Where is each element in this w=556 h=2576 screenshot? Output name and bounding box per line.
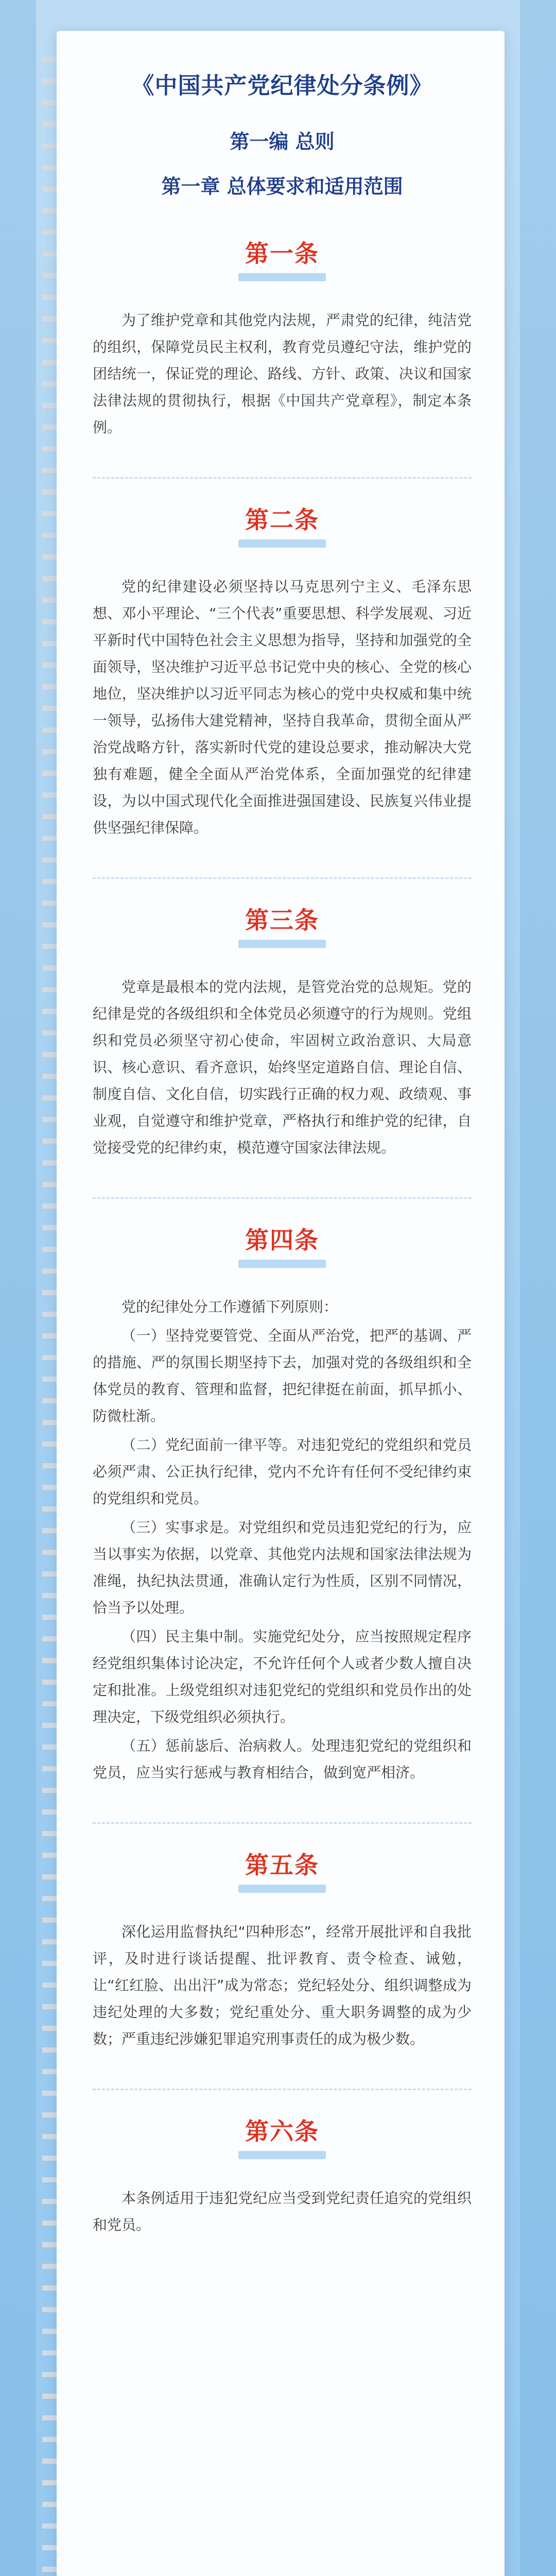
left-decor-strip — [0, 0, 36, 2576]
heading-highlight — [238, 1885, 326, 1893]
section-divider — [93, 1197, 472, 1199]
articles-list — [93, 235, 472, 2239]
article-section — [93, 501, 472, 841]
right-decor-strip — [520, 0, 556, 2576]
document-content — [57, 31, 505, 2261]
article-paragraph: （五）惩前毖后、治病救人。处理违犯党纪的党组织和党员，应当实行惩戒与教育相结合，做到宽严相济。 — [93, 1737, 472, 1781]
heading-highlight — [238, 273, 326, 281]
section-divider — [93, 477, 472, 479]
section-divider — [93, 1822, 472, 1824]
part-heading: 第一编 总则 — [230, 130, 335, 153]
article-heading — [93, 235, 472, 281]
article-paragraph: 党的纪律建设必须坚持以马克思列宁主义、毛泽东思想、邓小平理论、“三个代表”重要思想、科学发展观、习近平新时代中国特色社会主义思想为指导，坚持和加强党的全面领导，坚决维护习近平总书记党中央的核心、全党的核心地位，坚决维护以习近平同志为核心的党中央权威和集中统一领导，弘扬伟大建党精神，坚持自我革命，贯彻全面从严治党战略方针，落实新时代党的建设总要求，推动解决大党独有难题，健全全面从严治党体系，全面加强党的纪律建设，为以中国式现代化全面推进强国建设、民族复兴伟业提供坚强纪律保障。 — [93, 578, 472, 836]
article-paragraph: 深化运用监督执纪“四种形态”，经常开展批评和自我批评，及时进行谈话提醒、批评教育、责令检查、诫勉，让“红红脸、出出汗”成为常态；党纪轻处分、组织调整成为违纪处理的大多数；党纪重处分、重大职务调整的成为少数；严重违纪涉嫌犯罪追究刑事责任的成为极少数。 — [93, 1923, 472, 2047]
article-heading-text: 第一条 — [245, 240, 319, 267]
heading-highlight — [238, 2151, 326, 2159]
heading-highlight — [238, 1260, 326, 1268]
article-section — [93, 902, 472, 1161]
heading-highlight — [238, 539, 326, 548]
article-section — [93, 2113, 472, 2239]
article-paragraph: （三）实事求是。对党组织和党员违犯党纪的行为，应当以事实为依据，以党章、其他党内法规和国家法律法规为准绳，执纪执法贯通，准确认定行为性质，区别不同情况，恰当予以处理。 — [93, 1519, 472, 1616]
article-heading — [93, 501, 472, 548]
article-heading-text: 第二条 — [245, 506, 319, 534]
article-heading — [93, 1222, 472, 1268]
article-paragraph: （四）民主集中制。实施党纪处分，应当按照规定程序经党组织集体讨论决定，不允许任何个人或者少数人擅自决定和批准。上级党组织对违犯党纪的党组织和党员作出的处理决定，下级党组织必须执行。 — [93, 1628, 472, 1725]
article-paragraph: （二）党纪面前一律平等。对违犯党纪的党组织和党员必须严肃、公正执行纪律，党内不允许有任何不受纪律约束的党组织和党员。 — [93, 1436, 472, 1507]
article-section — [93, 1222, 472, 1786]
article-paragraph: 党的纪律处分工作遵循下列原则： — [121, 1298, 338, 1315]
article-heading — [93, 2113, 472, 2159]
section-divider — [93, 2089, 472, 2090]
article-section — [93, 1846, 472, 2053]
article-paragraph: 党章是最根本的党内法规，是管党治党的总规矩。党的纪律是党的各级组织和全体党员必须遵守的行为规则。党组织和党员必须坚守初心使命，牢固树立政治意识、大局意识、核心意识、看齐意识，始终坚定道路自信、理论自信、制度自信、文化自信，切实践行正确的权力观、政绩观、事业观，自觉遵守和维护党章，严格执行和维护党的纪律，自觉接受党的纪律约束，模范遵守国家法律法规。 — [93, 978, 472, 1156]
document-title: 《中国共产党纪律处分条例》 — [131, 73, 433, 99]
article-heading — [93, 1846, 472, 1893]
article-paragraph: （一）坚持党要管党、全面从严治党，把严的基调、严的措施、严的氛围长期坚持下去，加强对党的各级组织和全体党员的教育、管理和监督，把纪律挺在前面，抓早抓小、防微杜渐。 — [93, 1327, 472, 1425]
heading-highlight — [238, 940, 326, 948]
article-section — [93, 235, 472, 441]
article-heading-text: 第三条 — [245, 906, 319, 934]
article-paragraph: 为了维护党章和其他党内法规，严肃党的纪律，纯洁党的组织，保障党员民主权利，教育党员遵纪守法，维护党的团结统一，保证党的理论、路线、方针、政策、决议和国家法律法规的贯彻执行，根据《中国共产党章程》，制定本条例。 — [93, 312, 472, 436]
article-heading-text: 第五条 — [245, 1851, 319, 1879]
article-heading-text: 第六条 — [245, 2117, 319, 2145]
article-heading-text: 第四条 — [245, 1226, 319, 1254]
section-divider — [93, 877, 472, 879]
article-heading — [93, 902, 472, 948]
document-paper — [57, 31, 505, 2576]
chapter-heading: 第一章 总体要求和适用范围 — [161, 175, 403, 198]
article-paragraph: 本条例适用于违犯党纪应当受到党纪责任追究的党组织和党员。 — [93, 2190, 472, 2233]
